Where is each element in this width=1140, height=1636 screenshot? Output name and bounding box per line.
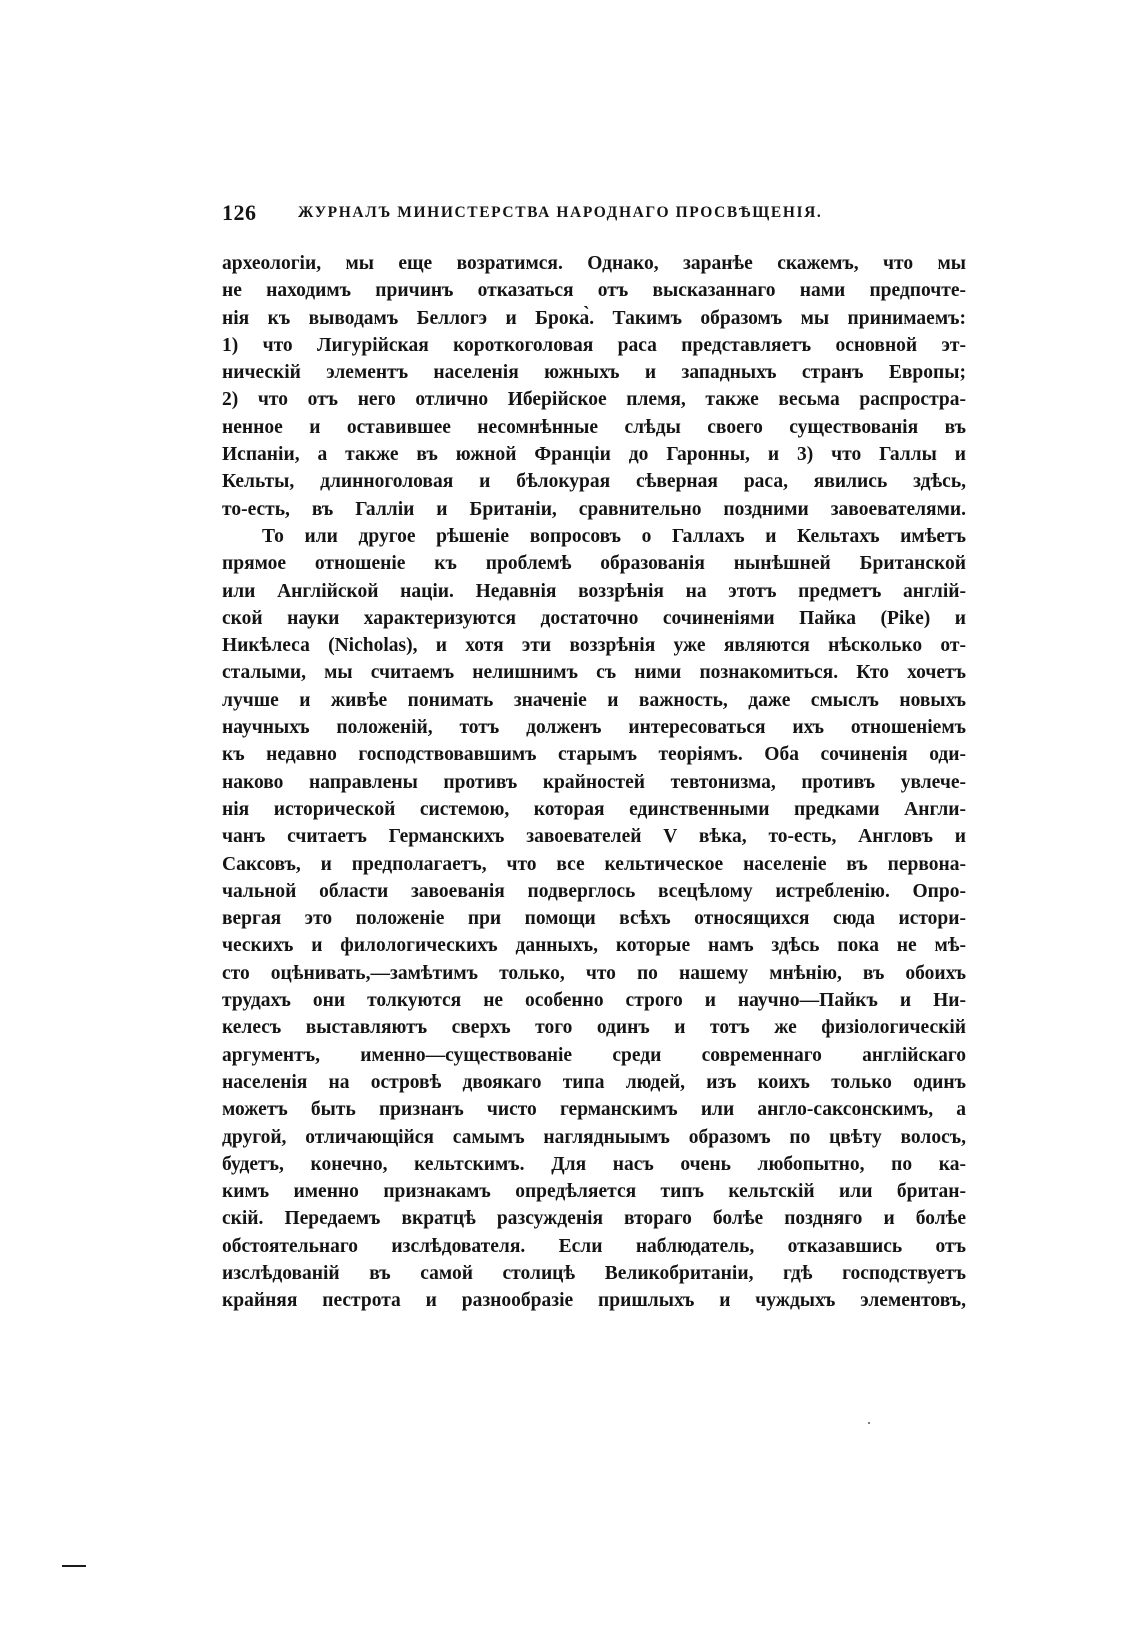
text-line: нія исторической системою, которая единственными предками Англи- (222, 798, 966, 820)
text-line: сталыми, мы считаемъ нелишнимъ съ ними познакомиться. Кто хочетъ (222, 662, 966, 684)
page-header (222, 200, 966, 234)
text-line: кимъ именно признакамъ опредѣляется типъ кельтскій или британ- (222, 1181, 966, 1203)
text-line: обстоятельнаго изслѣдователя. Если наблюдатель, отказавшись отъ (222, 1235, 966, 1257)
paragraph-first-line: То или другое рѣшеніе вопросовъ о Галлахъ и Кельтахъ имѣетъ (262, 525, 966, 547)
text-line: можетъ быть признанъ чисто германскимъ или англо-саксонскимъ, а (222, 1099, 966, 1121)
text-line: вергая это положеніе при помощи всѣхъ относящихся сюда истори- (222, 908, 966, 930)
running-head: ЖУРНАЛЪ МИНИСТЕРСТВА НАРОДНАГО ПРОСВѢЩЕНІЯ. (298, 204, 823, 221)
text-line: лучше и живѣе понимать значеніе и важность, даже смыслъ новыхъ (222, 689, 966, 711)
text-line: не находимъ причинъ отказаться отъ высказаннаго нами предпочте- (222, 280, 966, 302)
body-text (222, 250, 966, 1315)
text-line: къ недавно господствовавшимъ старымъ теоріямъ. Оба сочиненія оди- (222, 744, 966, 766)
text-line: населенія на островѣ двоякаго типа людей, изъ коихъ только одинъ (222, 1071, 966, 1093)
text-line: келесъ выставляютъ сверхъ того одинъ и тотъ же физіологическій (222, 1017, 966, 1039)
text-line: аргументъ, именно—существованіе среди современнаго англійскаго (222, 1044, 966, 1066)
text-line: ненное и оставившее несомнѣнные слѣды своего существованія въ (222, 416, 966, 438)
text-line: наково направлены противъ крайностей тевтонизма, противъ увлече- (222, 771, 966, 793)
text-line: крайняя пестрота и разнообразіе пришлыхъ и чуждыхъ элементовъ, (222, 1290, 966, 1312)
text-line: сто оцѣнивать,—замѣтимъ только, что по нашему мнѣнію, въ обоихъ (222, 962, 966, 984)
text-line: чанъ считаетъ Германскихъ завоевателей V вѣка, то-есть, Англовъ и (222, 826, 966, 848)
margin-mark (62, 1565, 86, 1567)
text-line: Никѣлеса (Nicholas), и хотя эти воззрѣнія уже являются нѣсколько от- (222, 635, 966, 657)
text-line: или Англійской націи. Недавнія воззрѣнія на этотъ предметъ англій- (222, 580, 966, 602)
text-line: Испаніи, а также въ южной Франціи до Гаронны, и 3) что Галлы и (222, 444, 966, 466)
text-line: 1) что Лигурійская короткоголовая раса представляетъ основной эт- (222, 334, 966, 356)
text-line: научныхъ положеній, тотъ долженъ интересоваться ихъ отношеніемъ (222, 717, 966, 739)
text-line: скій. Передаемъ вкратцѣ разсужденія втораго болѣе поздняго и болѣе (222, 1208, 966, 1230)
text-line: Кельты, длинноголовая и бѣлокурая сѣверная раса, явились здѣсь, (222, 471, 966, 493)
text-line: будетъ, конечно, кельтскимъ. Для насъ очень любопытно, по ка- (222, 1153, 966, 1175)
text-line: 2) что отъ него отлично Иберійское племя, также весьма распростра- (222, 389, 966, 411)
text-line: другой, отличающійся самымъ наглядныымъ образомъ по цвѣту волосъ, (222, 1126, 966, 1148)
ink-speck (868, 1422, 870, 1424)
text-line: то-есть, въ Галліи и Британіи, сравнительно поздними завоевателями. (222, 498, 966, 520)
text-line: прямое отношеніе къ проблемѣ образованія нынѣшней Британской (222, 553, 966, 575)
text-line: ческихъ и филологическихъ данныхъ, которые намъ здѣсь пока не мѣ- (222, 935, 966, 957)
text-line: изслѣдованій въ самой столицѣ Великобританіи, гдѣ господствуетъ (222, 1262, 966, 1284)
page-number: 126 (222, 200, 257, 225)
text-line: ской науки характеризуются достаточно сочиненіями Пайка (Pike) и (222, 607, 966, 629)
text-line: трудахъ они толкуются не особенно строго и научно—Пайкъ и Ни- (222, 990, 966, 1012)
text-line: Саксовъ, и предполагаетъ, что все кельтическое населеніе въ первона- (222, 853, 966, 875)
text-line: нія къ выводамъ Беллогэ и Брока̀. Такимъ образомъ мы принимаемъ: (222, 307, 966, 329)
text-line: археологіи, мы еще возратимся. Однако, заранѣе скажемъ, что мы (222, 253, 966, 274)
text-line: чальной области завоеванія подверглось всецѣлому истребленію. Опро- (222, 880, 966, 902)
text-line: ническій элементъ населенія южныхъ и западныхъ странъ Европы; (222, 362, 966, 384)
